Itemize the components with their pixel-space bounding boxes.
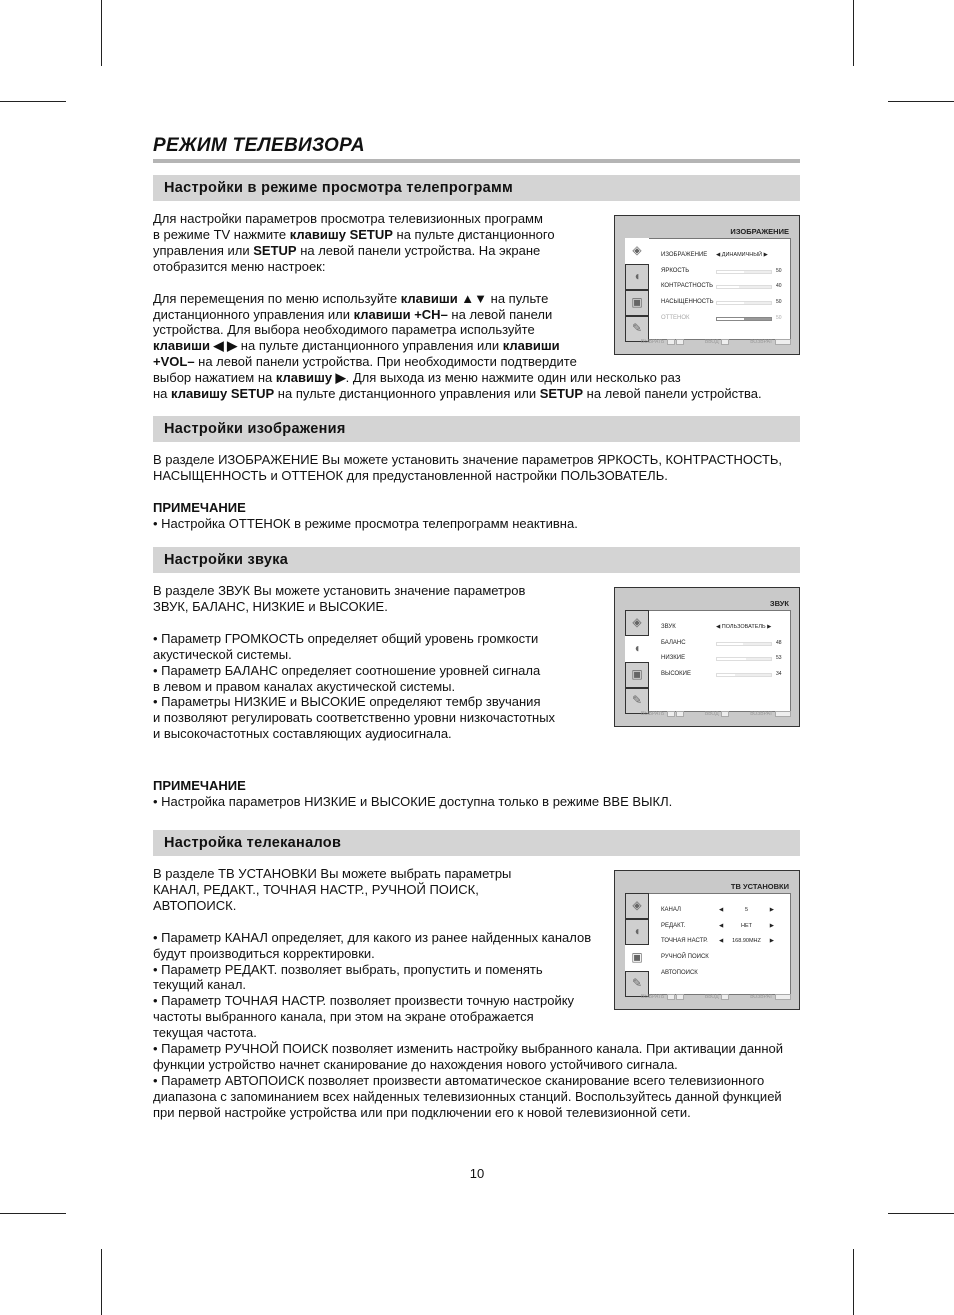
text-run: . Для выхода из меню нажмите один или несколько раз на: [153, 370, 681, 402]
right-arrow-icon: ▶: [769, 938, 774, 945]
menu-slider: [716, 285, 772, 289]
menu-rows: [661, 903, 786, 981]
menu-row-value: НЕТ: [741, 922, 752, 929]
text-run: • Параметр КАНАЛ определяет, для какого из ранее найденных каналов будут производиться корректировки. • Параметр РЕДАКТ. позволяет выбрать, пропустить и поменять текущий канал. • Параметр ТОЧНАЯ НАСТР. позволяет произвести точную настройку частоты выбранного канала, при этом на экране отображается текущая частота. • Параметр РУЧНОЙ ПОИСК позволяет изменить настройку выбранного канала. При активации данной функции устройство начнет сканирование до нахождения нового устойчивого сигнала. • Параметр АВТОПОИСК позволяет произвести автоматическое сканирование всего телевизионного диапазона с запоминанием всех найденных телевизионных станций. Воспользуйтесь данной функцией при первой настройке устройства или при подключении его к новой телевизионной сети.: [153, 929, 783, 1120]
footer-enter: ВВОД: [705, 707, 729, 723]
text-run: Для перемещения по меню используйте: [153, 290, 401, 306]
text-run: на пульте дистанционного управления или: [274, 386, 540, 402]
menu-row: [661, 667, 786, 683]
menu-row-label: КАНАЛ: [661, 906, 681, 913]
text-run: на левой панели устройства. При необходимости подтвердите выбор нажатием на: [153, 354, 577, 386]
menu-row: [661, 919, 786, 935]
menu-slider-value: 50: [776, 314, 782, 321]
left-arrow-icon: ◀: [719, 906, 724, 913]
section-picture-settings: [153, 416, 800, 532]
key-up-icon: [667, 994, 675, 1000]
menu-row-choice: [719, 934, 774, 950]
menu-row: [661, 295, 786, 311]
right-arrow-icon: ▶: [769, 922, 774, 929]
menu-row-label: ИЗОБРАЖЕНИЕ: [661, 251, 708, 258]
menu-rows: [661, 620, 786, 683]
bold-text: клавиши +CH–: [353, 306, 448, 322]
footer-enter: ВВОД: [705, 990, 729, 1006]
key-right-icon: [721, 339, 729, 345]
settings-tab-icon: ✎: [625, 316, 649, 342]
menu-row-option: ◀ ПОЛЬЗОВАТЕЛЬ ▶: [716, 623, 772, 630]
menu-slider-value: 50: [776, 267, 782, 274]
menu-row: [661, 636, 786, 652]
menu-row-choice: [719, 903, 774, 919]
footer-select: ВЫБРАТЬ: [641, 335, 684, 351]
crop-mark: [888, 101, 954, 102]
crop-mark: [101, 0, 102, 66]
menu-title: ТВ УСТАНОВКИ: [730, 882, 789, 891]
menu-screenshot: [614, 587, 800, 727]
menu-tabs: [625, 238, 649, 342]
menu-row: [661, 279, 786, 295]
text-run: на левой панели устройства. Для выбора необходимого параметра используйте: [153, 306, 553, 338]
text-run: Для настройки параметров просмотра телевизионных программ в режиме TV нажмите: [153, 211, 543, 242]
menu-row-value: 168.90MHZ: [732, 938, 761, 945]
menu-row: [661, 966, 786, 982]
menu-slider-value: 48: [776, 639, 782, 646]
bold-text: клавишу SETUP: [289, 226, 393, 242]
menu-row-label: АВТОПОИСК: [661, 969, 698, 976]
left-arrow-icon: ◀: [719, 922, 724, 929]
bold-text: клавиши ▲▼: [400, 290, 488, 306]
section-channel-settings: [153, 830, 800, 1137]
menu-row-label: ОТТЕНОК: [661, 314, 690, 321]
tv-tab-icon: ▣: [625, 945, 649, 971]
section-body: [153, 211, 800, 402]
menu-screenshot: [614, 215, 800, 355]
sound-tab-icon: ◖: [625, 264, 649, 290]
menu-slider: [716, 642, 772, 646]
menu-row-label: ЯРКОСТЬ: [661, 267, 690, 274]
footer-enter: ВВОД: [705, 335, 729, 351]
menu-slider: [716, 301, 772, 305]
key-right-icon: [721, 711, 729, 717]
settings-tab-icon: ✎: [625, 688, 649, 714]
key-menu-icon: [775, 994, 791, 1000]
crop-mark: [0, 1213, 66, 1214]
footer-select: ВЫБРАТЬ: [641, 990, 684, 1006]
sound-tab-icon: ◖: [625, 636, 649, 662]
menu-slider: [716, 270, 772, 274]
note-heading: ПРИМЕЧАНИЕ: [153, 499, 246, 515]
menu-screenshot: [614, 870, 800, 1010]
crop-mark: [888, 1213, 954, 1214]
paragraph: [153, 452, 800, 484]
sound-tab-icon: ◖: [625, 919, 649, 945]
text-run: В разделе ТВ УСТАНОВКИ Вы можете выбрать параметры КАНАЛ, РЕДАКТ., ТОЧНАЯ НАСТР., РУЧНОЙ ПОИСК, АВТОПОИСК.: [153, 866, 512, 913]
menu-row: [661, 950, 786, 966]
footer-select: ВЫБРАТЬ: [641, 707, 684, 723]
text-run: на пульте дистанционного управления или: [237, 338, 503, 354]
menu-row-label: НИЗКИЕ: [661, 655, 686, 662]
footer-back: ВОЗВРАТ: [750, 990, 791, 1006]
section-viewing-settings: [153, 175, 800, 418]
footer-back: ВОЗВРАТ: [750, 707, 791, 723]
text-run: • Параметр ГРОМКОСТЬ определяет общий уровень громкости акустической системы. • Параметр БАЛАНС определяет соотношение уровней сигнала в левом и правом каналах акустической системы. • Параметры НИЗКИЕ и ВЫСОКИЕ определяют тембр звучания и позволяют регулировать соответственно уровни низкочастотных и высокочастотных составляющих аудиосигнала.: [153, 630, 556, 742]
tv-tab-icon: ▣: [625, 290, 649, 316]
section-heading: Настройки в режиме просмотра телепрограмм: [153, 175, 800, 201]
menu-row: [661, 311, 786, 327]
menu-row: [661, 651, 786, 667]
menu-footer: [641, 707, 791, 723]
key-down-icon: [676, 711, 684, 717]
menu-row: [661, 620, 786, 636]
menu-title: ИЗОБРАЖЕНИЕ: [730, 227, 789, 236]
section-body: [153, 583, 800, 810]
menu-row: [661, 934, 786, 950]
menu-row: [661, 903, 786, 919]
menu-row: [661, 248, 786, 264]
picture-tab-icon: ◈: [625, 893, 649, 919]
menu-row-label: ВЫСОКИЕ: [661, 670, 691, 677]
menu-tabs: [625, 893, 649, 997]
key-right-icon: [721, 994, 729, 1000]
text-run: В разделе ИЗОБРАЖЕНИЕ Вы можете установить значение параметров ЯРКОСТЬ, КОНТРАСТНОСТЬ, НАСЫЩЕННОСТЬ и ОТТЕНОК для предустановленной настройки ПОЛЬЗОВАТЕЛЬ.: [153, 452, 783, 483]
text-run: на пульте дистанционного управления или: [153, 290, 549, 322]
bold-text: клавиши +VOL–: [153, 338, 560, 370]
menu-row-label: НАСЫЩЕННОСТЬ: [661, 298, 714, 305]
menu-row-option: ◀ ДИНАМИЧНЫЙ ▶: [716, 251, 768, 258]
crop-mark: [853, 0, 854, 66]
key-menu-icon: [775, 711, 791, 717]
text-run: на левой панели устройства.: [583, 386, 762, 402]
section-body: [153, 866, 800, 1121]
key-menu-icon: [775, 339, 791, 345]
left-arrow-icon: ◀: [719, 938, 724, 945]
tv-tab-icon: ▣: [625, 662, 649, 688]
footer-back: ВОЗВРАТ: [750, 335, 791, 351]
section-heading: Настройки изображения: [153, 416, 800, 442]
settings-tab-icon: ✎: [625, 971, 649, 997]
menu-row-label: РЕДАКТ.: [661, 922, 686, 929]
menu-tabs: [625, 610, 649, 714]
section-heading: Настройка телеканалов: [153, 830, 800, 856]
right-arrow-icon: ▶: [769, 906, 774, 913]
title-rule: [153, 159, 800, 163]
picture-tab-icon: ◈: [625, 610, 649, 636]
note-text: • Настройка параметров НИЗКИЕ и ВЫСОКИЕ доступна только в режиме BBE ВЫКЛ.: [153, 794, 673, 810]
menu-rows: [661, 248, 786, 326]
key-down-icon: [676, 339, 684, 345]
section-sound-settings: [153, 547, 800, 810]
bold-text: клавишу SETUP: [171, 386, 275, 402]
key-down-icon: [676, 994, 684, 1000]
bold-text: SETUP: [253, 242, 297, 258]
page-number: 10: [469, 1166, 485, 1181]
menu-row-value: 5: [744, 906, 749, 913]
page-title: РЕЖИМ ТЕЛЕВИЗОРА: [153, 135, 365, 156]
menu-row-label: РУЧНОЙ ПОИСК: [661, 953, 709, 960]
menu-footer: [641, 335, 791, 351]
menu-slider: [716, 673, 772, 677]
menu-footer: [641, 990, 791, 1006]
key-up-icon: [667, 711, 675, 717]
text-run: В разделе ЗВУК Вы можете установить значение параметров ЗВУК, БАЛАНС, НИЗКИЕ и ВЫСОКИЕ.: [153, 583, 526, 614]
bold-text: SETUP: [539, 386, 584, 402]
text-run: на пульте дистанционного управления или: [153, 226, 555, 258]
key-up-icon: [667, 339, 675, 345]
menu-title: ЗВУК: [769, 599, 789, 608]
menu-slider-value: 50: [776, 298, 782, 305]
section-body: [153, 452, 800, 532]
menu-row-choice: [719, 919, 774, 935]
menu-slider-value: 34: [776, 670, 782, 677]
menu-slider-value: 40: [776, 283, 782, 290]
menu-slider: [716, 317, 772, 321]
crop-mark: [101, 1249, 102, 1315]
menu-row: [661, 264, 786, 280]
crop-mark: [853, 1249, 854, 1315]
menu-slider-value: 53: [776, 655, 782, 662]
crop-mark: [0, 101, 66, 102]
menu-row-label: ЗВУК: [661, 623, 676, 630]
section-heading: Настройки звука: [153, 547, 800, 573]
note-text: • Настройка ОТТЕНОК в режиме просмотра телепрограмм неактивна.: [153, 515, 578, 531]
bold-text: клавишу ▶: [275, 370, 346, 386]
menu-row-label: КОНТРАСТНОСТЬ: [661, 283, 714, 290]
note-heading: ПРИМЕЧАНИЕ: [153, 778, 246, 794]
menu-slider: [716, 657, 772, 661]
bold-text: клавиши ◀ ▶: [153, 338, 238, 354]
menu-row-label: ТОЧНАЯ НАСТР.: [661, 938, 708, 945]
picture-tab-icon: ◈: [625, 238, 649, 264]
text-run: на левой панели устройства. На экране отобразится меню настроек:: [153, 242, 541, 274]
menu-row-label: БАЛАНС: [661, 639, 686, 646]
